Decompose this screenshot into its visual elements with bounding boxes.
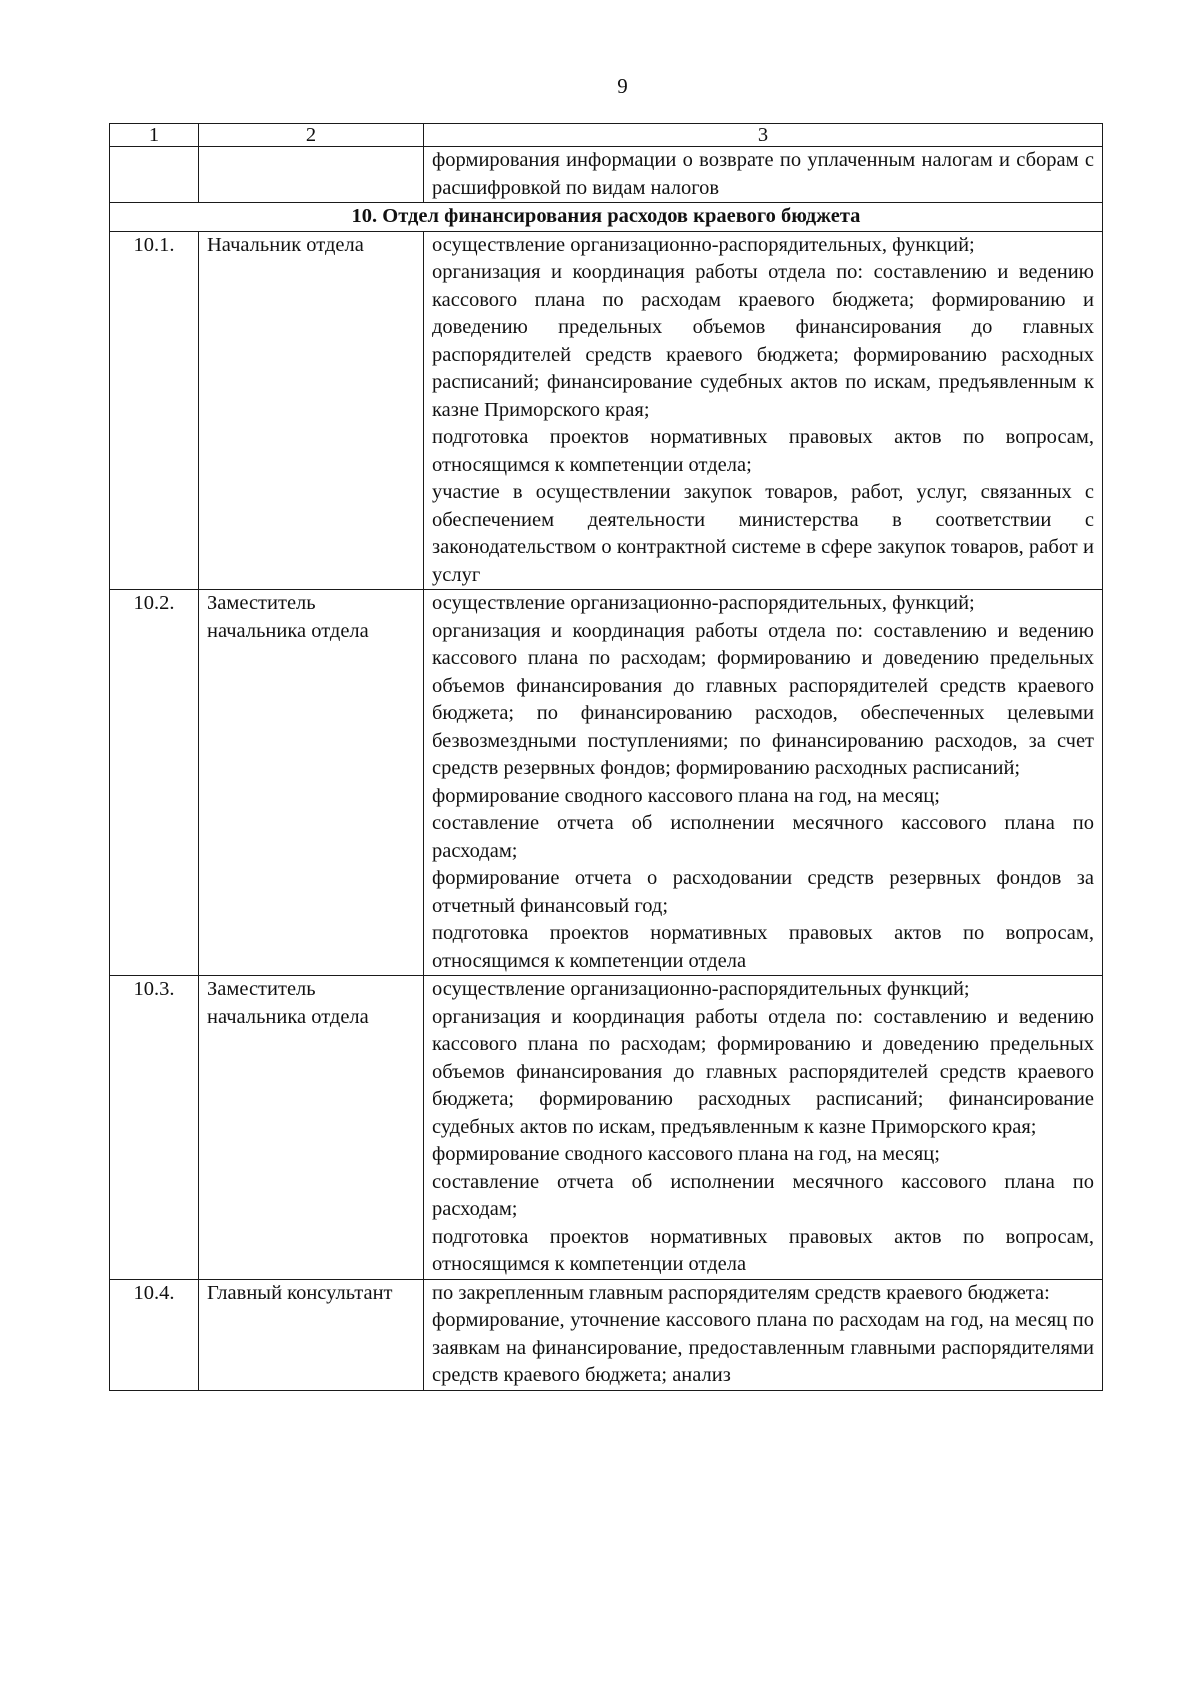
duty-line: составление отчета об исполнении месячного кассового плана по расходам; [432,1170,1094,1220]
duty-line: организация и координация работы отдела по: составлению и ведению кассового плана по расходам; формированию и доведению предельных объемов финансирования до главных распорядителей средств краевого бюджета; формированию расходных расписаний; финансирование судебных актов по искам, предъявленным к казне Приморского края; [432,1005,1094,1138]
table-row-continuation [110,147,1103,203]
duty-line: организация и координация работы отдела по: составлению и ведению кассового плана по расходам краевого бюджета; формированию и доведению предельных объемов финансирования до главных распорядителей средств краевого бюджета; формированию расходных расписаний; финансирование судебных актов по искам, предъявленным к казне Приморского края; [432,261,1094,421]
row-duties [424,147,1103,203]
header-col-2: 2 [199,124,424,147]
row-duties [424,1279,1103,1390]
row-position: Начальник отдела [199,231,424,590]
duty-line: формирование сводного кассового плана на год, на месяц; [432,784,940,807]
row-duties [424,590,1103,976]
row-number [110,147,199,203]
table-row [110,976,1103,1280]
row-position: Заместитель начальника отдела [199,976,424,1280]
header-col-1: 1 [110,124,199,147]
duty-line: осуществление организационно-распорядительных функций; [432,978,970,1000]
row-number: 10.3. [110,976,199,1280]
section-title: 10. Отдел финансирования расходов краевого бюджета [110,203,1103,232]
duty-line: организация и координация работы отдела по: составлению и ведению кассового плана по расходам; формированию и доведению предельных объемов финансирования до главных распорядителей средств краевого бюджета; по финансированию расходов, обеспеченных целевыми безвозмездными поступлениями; по финансированию расходов, за счет средств резервных фондов; формированию расходных расписаний; [432,619,1094,779]
row-position: Заместитель начальника отдела [199,590,424,976]
page-number: 9 [617,74,628,98]
duty-line: подготовка проектов нормативных правовых актов по вопросам, относящимся к компетенции отдела [432,1225,1094,1275]
header-col-3: 3 [424,124,1103,147]
row-position: Главный консультант [199,1279,424,1390]
row-number: 10.2. [110,590,199,976]
duties-table [109,123,1103,1391]
duty-line: осуществление организационно-распорядительных, функций; [432,592,975,614]
duty-line: формирование сводного кассового плана на год, на месяц; [432,1143,940,1165]
duty-line: составление отчета об исполнении месячного кассового плана по расходам; [432,812,1094,862]
duty-line: формирование, уточнение кассового плана по расходам на год, на месяц по заявкам на финансирование, предоставленным главными распорядителями средств краевого бюджета; анализ [432,1309,1094,1386]
duty-line: подготовка проектов нормативных правовых актов по вопросам, относящимся к компетенции отдела; [432,426,1094,476]
duty-line: формирование отчета о расходовании средств резервных фондов за отчетный финансовый год; [432,867,1094,917]
duty-line: по закрепленным главным распорядителям средств краевого бюджета: [432,1281,1050,1304]
row-number: 10.1. [110,231,199,590]
duty-line: формирования информации о возврате по уплаченным налогам и сборам с расшифровкой по видам налогов [432,149,1094,199]
row-position [199,147,424,203]
duty-line: подготовка проектов нормативных правовых актов по вопросам, относящимся к компетенции отдела [432,922,1094,972]
duty-line: осуществление организационно-распорядительных, функций; [432,233,975,256]
section-title-row [110,203,1103,232]
row-number: 10.4. [110,1279,199,1390]
table-header-row [110,124,1103,147]
table-row [110,590,1103,976]
table-row [110,231,1103,590]
row-duties [424,231,1103,590]
row-duties [424,976,1103,1280]
table-row [110,1279,1103,1390]
duty-line: участие в осуществлении закупок товаров, работ, услуг, связанных с обеспечением деятельности министерства в соответствии с законодательством о контрактной системе в сфере закупок товаров, работ и услуг [432,481,1094,586]
